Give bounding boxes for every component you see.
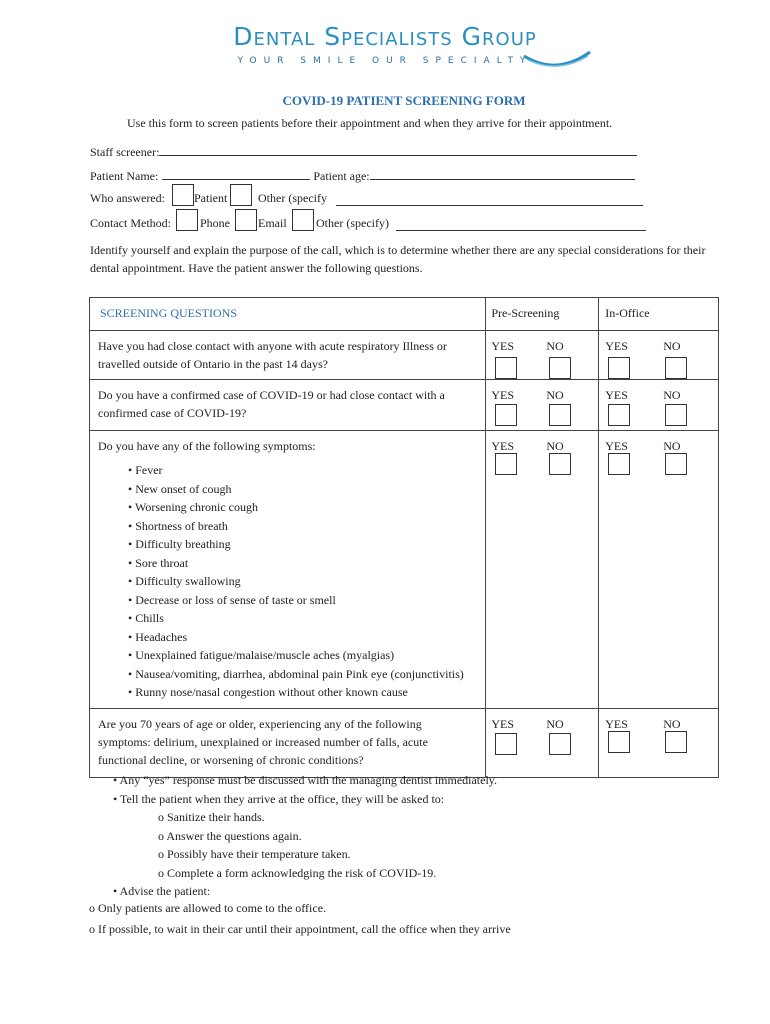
list-item: • Unexplained fatigue/malaise/muscle aches (myalgias): [128, 648, 395, 662]
question-2: Do you have a confirmed case of COVID-19 or had close contact with a confirmed case of COVID-19?: [90, 380, 486, 431]
patient-age-label: Patient age:: [313, 169, 370, 183]
pre-yes-checkbox[interactable]: [495, 404, 517, 426]
contact-phone-label: Phone: [200, 216, 230, 230]
office-answer-cell: [599, 708, 719, 777]
instructions-text: Identify yourself and explain the purpose of the call, which is to determine whether there are any special considerations for their dental appointment. Have the patient answer the following questions.: [90, 243, 706, 275]
list-item: • Difficulty swallowing: [128, 574, 241, 588]
pre-no-checkbox[interactable]: [549, 733, 571, 755]
staff-screener-row: [90, 143, 637, 160]
list-item: • Decrease or loss of sense of taste or smell: [128, 592, 336, 607]
note-3: • Advise the patient:: [113, 884, 211, 898]
no-label: NO: [663, 716, 681, 731]
note-1: • Any “yes” response must be discussed with the managing dentist immediately.: [113, 773, 498, 787]
list-item: • Headaches: [128, 629, 188, 644]
pre-yes-checkbox[interactable]: [495, 357, 517, 379]
who-other-label: Other (specify: [258, 191, 327, 205]
list-item: • Chills: [128, 611, 164, 625]
header-in-office: In-Office: [599, 298, 719, 331]
yes-label: YES: [491, 716, 515, 731]
pre-answer-cell: [486, 431, 599, 709]
list-item: • Sore throat: [128, 555, 189, 570]
office-answer-cell: [599, 431, 719, 709]
office-no-checkbox[interactable]: [665, 453, 687, 475]
pre-answer-cell: [486, 331, 599, 380]
contact-phone-checkbox[interactable]: [176, 209, 198, 231]
office-answer-cell: [599, 380, 719, 431]
list-item: • Shortness of breath: [128, 518, 228, 533]
logo-tagline: YOUR SMILE OUR SPECIALTY: [237, 56, 533, 66]
no-label: NO: [546, 439, 564, 453]
office-yes-checkbox[interactable]: [608, 453, 630, 475]
table-header-row: [90, 298, 719, 331]
table-row: [90, 380, 719, 431]
note-sub-1: o Sanitize their hands.: [158, 810, 265, 824]
yes-label: YES: [491, 339, 515, 353]
no-label: NO: [663, 439, 681, 453]
yes-label: YES: [605, 716, 628, 731]
who-other-field[interactable]: [336, 205, 643, 206]
question-3-text: Do you have any of the following symptoms:: [98, 439, 316, 453]
yes-label: YES: [605, 388, 628, 402]
staff-screener-field[interactable]: [159, 143, 637, 156]
pre-answer-cell: [486, 708, 599, 777]
contact-email-label: Email: [258, 216, 287, 230]
symptom-list: [128, 461, 477, 702]
patient-age-field[interactable]: [370, 167, 635, 180]
who-patient-label: Patient: [194, 191, 228, 205]
who-answered-label: Who answered:: [90, 191, 165, 205]
contact-other-field[interactable]: [396, 230, 646, 231]
notes-section: [113, 771, 497, 901]
patient-row: [90, 167, 635, 184]
list-item: • Worsening chronic cough: [128, 500, 258, 514]
list-item: • Runny nose/nasal congestion without other known cause: [128, 685, 408, 699]
pre-no-checkbox[interactable]: [549, 404, 571, 426]
staff-screener-label: Staff screener:: [90, 145, 160, 159]
who-other-checkbox[interactable]: [230, 184, 252, 206]
yes-label: YES: [605, 439, 628, 453]
note-sub-3: o Possibly have their temperature taken.: [158, 847, 351, 861]
pre-yes-checkbox[interactable]: [495, 733, 517, 755]
pre-answer-cell: [486, 380, 599, 431]
office-yes-checkbox[interactable]: [608, 731, 630, 753]
office-no-checkbox[interactable]: [665, 357, 687, 379]
list-item: • Difficulty breathing: [128, 537, 231, 551]
header-questions: SCREENING QUESTIONS: [90, 298, 486, 331]
list-item: • New onset of cough: [128, 481, 232, 496]
logo-name: Dental Specialists Group: [233, 22, 537, 51]
office-yes-checkbox[interactable]: [608, 357, 630, 379]
patient-name-field[interactable]: [162, 167, 310, 180]
list-item: • Nausea/vomiting, diarrhea, abdominal pain Pink eye (conjunctivitis): [128, 666, 464, 681]
question-4: Are you 70 years of age or older, experiencing any of the following symptoms: delirium, unexplained or increased number of falls, acute functional decline, or worsening of chronic conditions?: [90, 708, 486, 777]
advice-1: o Only patients are allowed to come to the office.: [89, 901, 327, 915]
no-label: NO: [546, 716, 564, 731]
office-no-checkbox[interactable]: [665, 731, 687, 753]
form-title: COVID-19 PATIENT SCREENING FORM: [282, 93, 526, 108]
list-item: • Fever: [128, 463, 163, 477]
office-yes-checkbox[interactable]: [608, 404, 630, 426]
smile-swoosh-icon: [522, 50, 592, 72]
contact-other-checkbox[interactable]: [292, 209, 314, 231]
yes-label: YES: [491, 388, 515, 402]
pre-yes-checkbox[interactable]: [495, 453, 517, 475]
contact-method-label: Contact Method:: [90, 216, 171, 230]
table-row: [90, 431, 719, 709]
note-2: • Tell the patient when they arrive at the office, they will be asked to:: [113, 791, 445, 806]
note-sub-2: o Answer the questions again.: [158, 828, 302, 843]
who-patient-checkbox[interactable]: [172, 184, 194, 206]
contact-email-checkbox[interactable]: [235, 209, 257, 231]
pre-no-checkbox[interactable]: [549, 357, 571, 379]
advice-2: o If possible, to wait in their car until their appointment, call the office when they arrive: [89, 922, 511, 936]
form-intro: Use this form to screen patients before their appointment and when they arrive for their appointment.: [127, 116, 613, 130]
screening-table: [89, 297, 719, 778]
yes-label: YES: [605, 339, 628, 353]
table-row: [90, 708, 719, 777]
no-label: NO: [663, 339, 681, 353]
pre-no-checkbox[interactable]: [549, 453, 571, 475]
note-sub-4: o Complete a form acknowledging the risk of COVID-19.: [158, 865, 437, 880]
office-answer-cell: [599, 331, 719, 380]
no-label: NO: [546, 339, 564, 353]
question-1: Have you had close contact with anyone with acute respiratory Illness or travelled outside of Ontario in the past 14 days?: [90, 331, 486, 380]
office-no-checkbox[interactable]: [665, 404, 687, 426]
question-3: [90, 431, 486, 709]
contact-other-label: Other (specify): [316, 216, 389, 230]
no-label: NO: [546, 388, 564, 402]
header-pre-screening: Pre-Screening: [486, 298, 599, 331]
yes-label: YES: [491, 439, 515, 453]
no-label: NO: [663, 388, 681, 402]
patient-name-label: Patient Name:: [90, 169, 159, 183]
table-row: [90, 331, 719, 380]
